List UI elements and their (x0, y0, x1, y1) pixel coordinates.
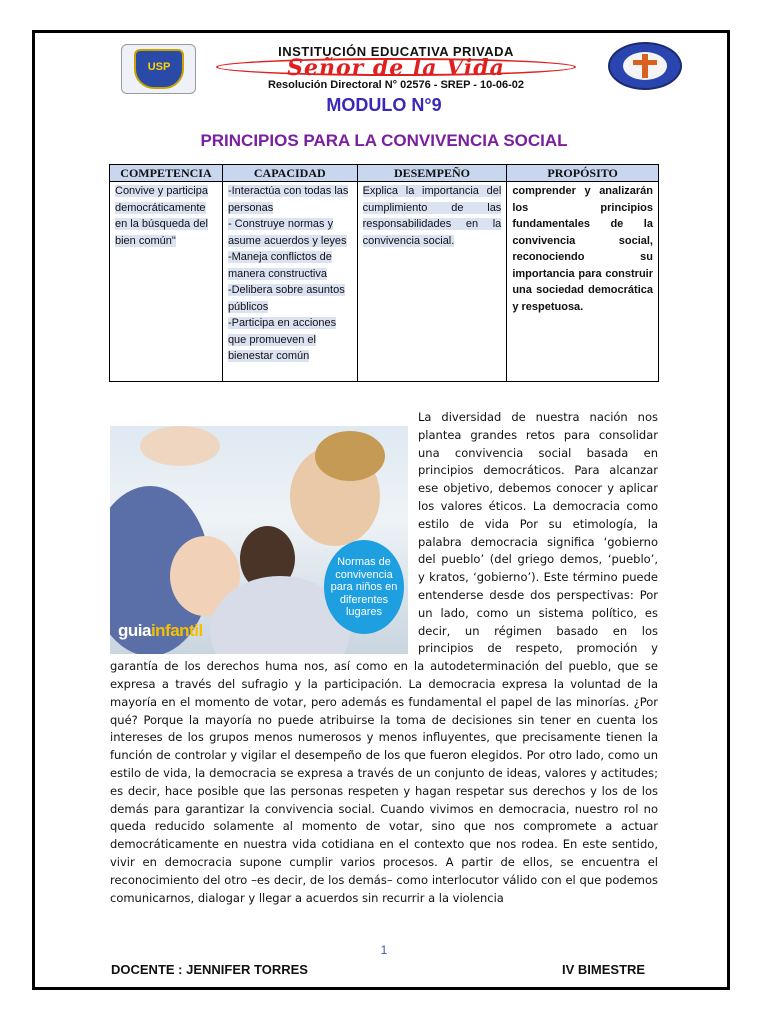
cell-proposito (507, 182, 659, 382)
school-name-logo (216, 55, 576, 79)
capacidad-text: -Interactúa con todas las personas (227, 185, 349, 214)
table-row (110, 182, 659, 382)
capacidad-text: -Delibera sobre asuntos públicos (227, 284, 345, 313)
header-competencia: COMPETENCIA (110, 165, 223, 182)
resolution-line: Resolución Directoral N° 02576 - SREP - 10-06-02 (267, 79, 525, 91)
header-proposito: PROPÓSITO (507, 165, 659, 182)
capacidad-item (228, 249, 352, 282)
table-header-row (110, 165, 659, 182)
capacidad-text: -Maneja conflictos de manera constructiva (227, 251, 332, 280)
desempeno-text: Explica la importancia del cumplimiento de las responsabilidades en la convivencia social. (362, 185, 502, 247)
institution-label: INSTITUCIÓN EDUCATIVA PRIVADA (278, 44, 514, 59)
children-photo (110, 426, 408, 654)
header-capacidad: CAPACIDAD (222, 165, 357, 182)
proposito-text: comprender y analizarán los principios fundamentales de la convivencia social, reconociendo su importancia para construir una sociedad democrática y respetuosa. (512, 185, 653, 313)
capacidad-text: -Participa en acciones que promueven el bienestar común (227, 317, 337, 362)
cell-desempeno (357, 182, 507, 382)
page-title: PRINCIPIOS PARA LA CONVIVENCIA SOCIAL (200, 131, 568, 150)
brand-part: guia (118, 621, 151, 640)
cross-icon (642, 54, 648, 78)
term-label: IV BIMESTRE (562, 962, 646, 977)
cross-bar (633, 60, 657, 65)
competency-table (109, 164, 659, 382)
page-number: 1 (380, 943, 388, 957)
shield-icon (134, 49, 184, 89)
photo-shape (315, 431, 385, 481)
cell-capacidad (222, 182, 357, 382)
school-crest-left (121, 44, 196, 94)
capacidad-item (228, 183, 352, 216)
crest-label: USP (147, 61, 171, 73)
competencia-text: Convive y participa democráticamente en la búsqueda del bien común" (115, 185, 208, 247)
photo-shape (140, 426, 220, 466)
header-desempeno: DESEMPEÑO (357, 165, 507, 182)
module-title: MODULO N°9 (326, 95, 442, 115)
capacidad-item (228, 282, 352, 315)
teacher-name: DOCENTE : JENNIFER TORRES (111, 962, 308, 977)
norms-badge: Normas de convivencia para niños en diferentes lugares (324, 540, 404, 634)
capacidad-text: - Construye normas y asume acuerdos y leyes (227, 218, 347, 247)
brand-logo (118, 621, 203, 641)
body-paragraph: La diversidad de nuestra nación nos plantea grandes retos para consolidar una convivencia social basada en principios democráticos. Para alcanzar ese objetivo, debemos conocer y aplicar los valores éticos. La democracia como estilo de vida Por su etimología, la palabra democracia significa ‘gobierno del pueblo’ (del griego demos, ‘pueblo’, y kratos, ‘gobierno’). Este término puede entenderse desde dos perspectivas: Por un lado, como un sistema político, es decir, un régimen basado en los principios de respeto, promoción y garantía de los derechos huma nos, así como en la autodeterminación del pueblo, que se expresa a través del sufragio y la participación. La democracia expresa la voluntad de la mayoría en el momento de votar, pero además es fundamental el papel de las minorías. ¿Por qué? Porque la mayoría no puede atribuirse la toma de decisiones sin tener en cuenta los intereses de los grupos menos numerosos y menos influyentes, que precisamente tienen la función de controlar y vigilar el desempeño de los que fueron elegidos. Por otro lado, como un estilo de vida, la democracia se expresa a través de un conjunto de ideas, valores y actitudes; es decir, hace posible que las personas respeten y hagan respetar sus derechos y los de los demás para garantizar la convivencia social. Cuando vivimos en democracia, nuestro rol no queda reducido solamente al momento de votar, sino que nos compromete a actuar democráticamente en nuestra vida cotidiana en el contexto que nos rodea. En este sentido, vivir en democracia supone cumplir varios procesos. A partir de ellos, se encuentra el reconocimiento del otro –es decir, de los demás– como interlocutor válido con el que podemos comunicarnos, dialogar y llegar a acuerdos sin recurrir a la violencia (110, 410, 658, 905)
cell-competencia (110, 182, 223, 382)
school-seal-right (603, 42, 687, 92)
capacidad-item (228, 315, 352, 365)
capacidad-item (228, 216, 352, 249)
school-name-text: Señor de la Vida (287, 55, 505, 81)
brand-part: infantil (150, 621, 203, 640)
